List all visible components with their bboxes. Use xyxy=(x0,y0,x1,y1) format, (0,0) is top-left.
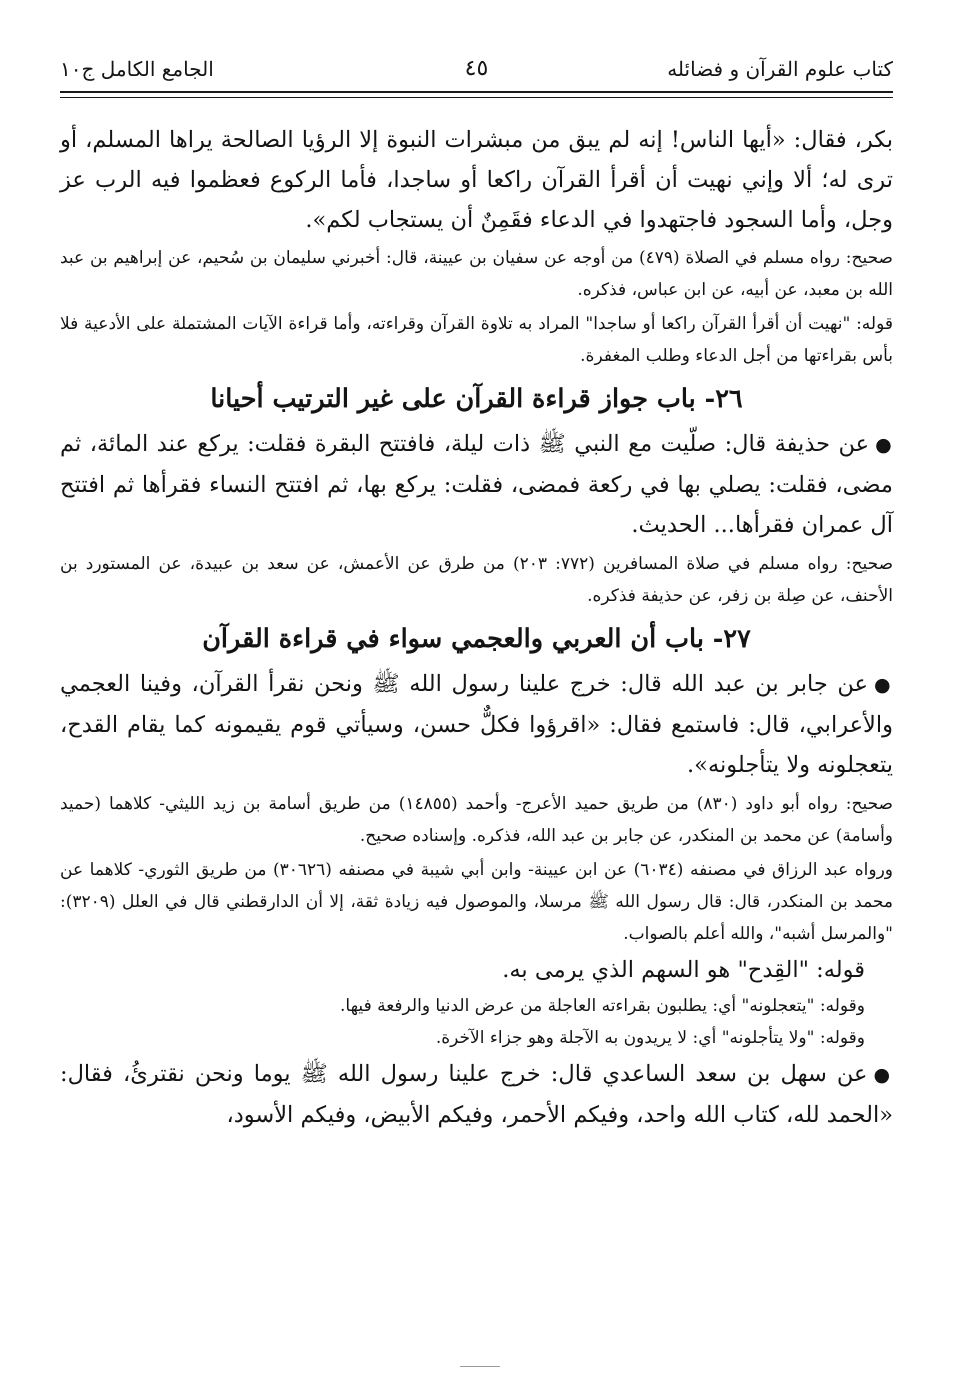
page-body xyxy=(60,120,893,1135)
bottom-mark xyxy=(460,1366,500,1367)
takhrij-note: صحيح: رواه مسلم في الصلاة (٤٧٩) من أوجه عن سفيان بن عيينة، قال: أخبرني سليمان بن سُحيم، عن إبراهيم بن عبد الله بن معبد، عن أبيه، عن ابن عباس، فذكره. xyxy=(60,248,893,300)
hadith-continuation: بكر، فقال: «أيها الناس! إنه لم يبق من مبشرات النبوة إلا الرؤيا الصالحة يراها المسلم، أو ترى له؛ ألا وإني نهيت أن أقرأ القرآن راكعا أو ساجدا، فأما الركوع فعظموا فيه الرب عز وجل، وأما السجود فاجتهدوا في الدعاء فقَمِنٌ أن يستجاب لكم». xyxy=(60,127,893,233)
takhrij-note: ورواه عبد الرزاق في مصنفه (٦٠٣٤) عن ابن عيينة- وابن أبي شيبة في مصنفه (٣٠٦٢٦) من طريق الثوري- كلاهما عن محمد بن المنكدر، قال: قال رسول الله ﷺ مرسلا، والموصول فيه زيادة ثقة، إلا أن الدارقطني قال في العلل (٣٢٠٩): "والمرسل أشبه"، والله أعلم بالصواب. xyxy=(60,860,894,944)
hadith-sahl xyxy=(60,1054,893,1135)
chapter-heading-27: ٢٧- باب أن العربي والعجمي سواء في قراءة القرآن xyxy=(202,624,751,654)
bullet-icon: ● xyxy=(875,434,893,456)
commentary-note: قوله: "نهيت أن أقرأ القرآن راكعا أو ساجدا" المراد به تلاوة القرآن وقراءته، وأما قراءة الآيات المشتملة على الأدعية فلا بأس بقراءتها من أجل الدعاء وطلب المغفرة. xyxy=(60,314,893,366)
commentary-line: قوله: "القِدح" هو السهم الذي يرمى به. xyxy=(502,957,865,983)
series-title: الجامع الكامل ج١٠ xyxy=(60,57,214,81)
chapter-heading-26: ٢٦- باب جواز قراءة القرآن على غير الترتيب أحيانا xyxy=(210,384,743,414)
takhrij-note: صحيح: رواه أبو داود (٨٣٠) من طريق حميد الأعرج- وأحمد (١٤٨٥٥) من طريق أسامة بن زيد الليثي- كلاهما (حميد وأسامة) عن محمد بن المنكدر، عن جابر بن عبد الله، فذكره. وإسناده صحيح. xyxy=(60,794,893,846)
commentary-note: وقوله: "ولا يتأجلونه" أي: لا يريدون به الآجلة وهو جزاء الآخرة. xyxy=(435,1028,865,1048)
takhrij-note: صحيح: رواه مسلم في صلاة المسافرين (٧٧٢: ٢٠٣) من طرق عن الأعمش، عن سعد بن عبيدة، عن المستورد بن الأحنف، عن صِلة بن زفر، عن حذيفة فذكره. xyxy=(60,554,894,606)
page-number: ٤٥ xyxy=(464,56,489,81)
hadith-text: عن جابر بن عبد الله قال: خرج علينا رسول الله ﷺ ونحن نقرأ القرآن، وفينا العجمي والأعرابي، قال: فاستمع فقال: «اقرؤوا فكلٌّ حسن، وسيأتي قوم يقيمونه كما يقام القدح، يتعجلونه ولا يتأجلونه». xyxy=(60,671,893,778)
page-header xyxy=(60,50,893,88)
hadith-text: عن سهل بن سعد الساعدي قال: خرج علينا رسول الله ﷺ يوما ونحن نقترئُ، فقال: «الحمد لله، كتاب الله واحد، وفيكم الأحمر، وفيكم الأبيض، وفيكم الأسود، xyxy=(60,1061,893,1128)
header-rule-thick xyxy=(60,91,893,93)
hadith-text: عن حذيفة قال: صلّيت مع النبي ﷺ ذات ليلة، فافتتح البقرة فقلت: يركع عند المائة، ثم مضى، فقلت: يصلي بها في ركعة فمضى، فقلت: يركع بها، ثم افتتح النساء فقرأها ثم افتتح آل عمران فقرأها... الحديث. xyxy=(60,431,893,538)
commentary-note: وقوله: "يتعجلونه" أي: يطلبون بقراءته العاجلة من عرض الدنيا والرفعة فيها. xyxy=(340,996,865,1016)
bullet-icon: ● xyxy=(873,674,893,696)
header-rule-thin xyxy=(60,97,893,98)
hadith-jabir xyxy=(60,664,893,785)
bullet-icon: ● xyxy=(873,1064,893,1086)
book-title: كتاب علوم القرآن و فضائله xyxy=(667,57,893,81)
hadith-hudhayfa xyxy=(60,424,893,545)
